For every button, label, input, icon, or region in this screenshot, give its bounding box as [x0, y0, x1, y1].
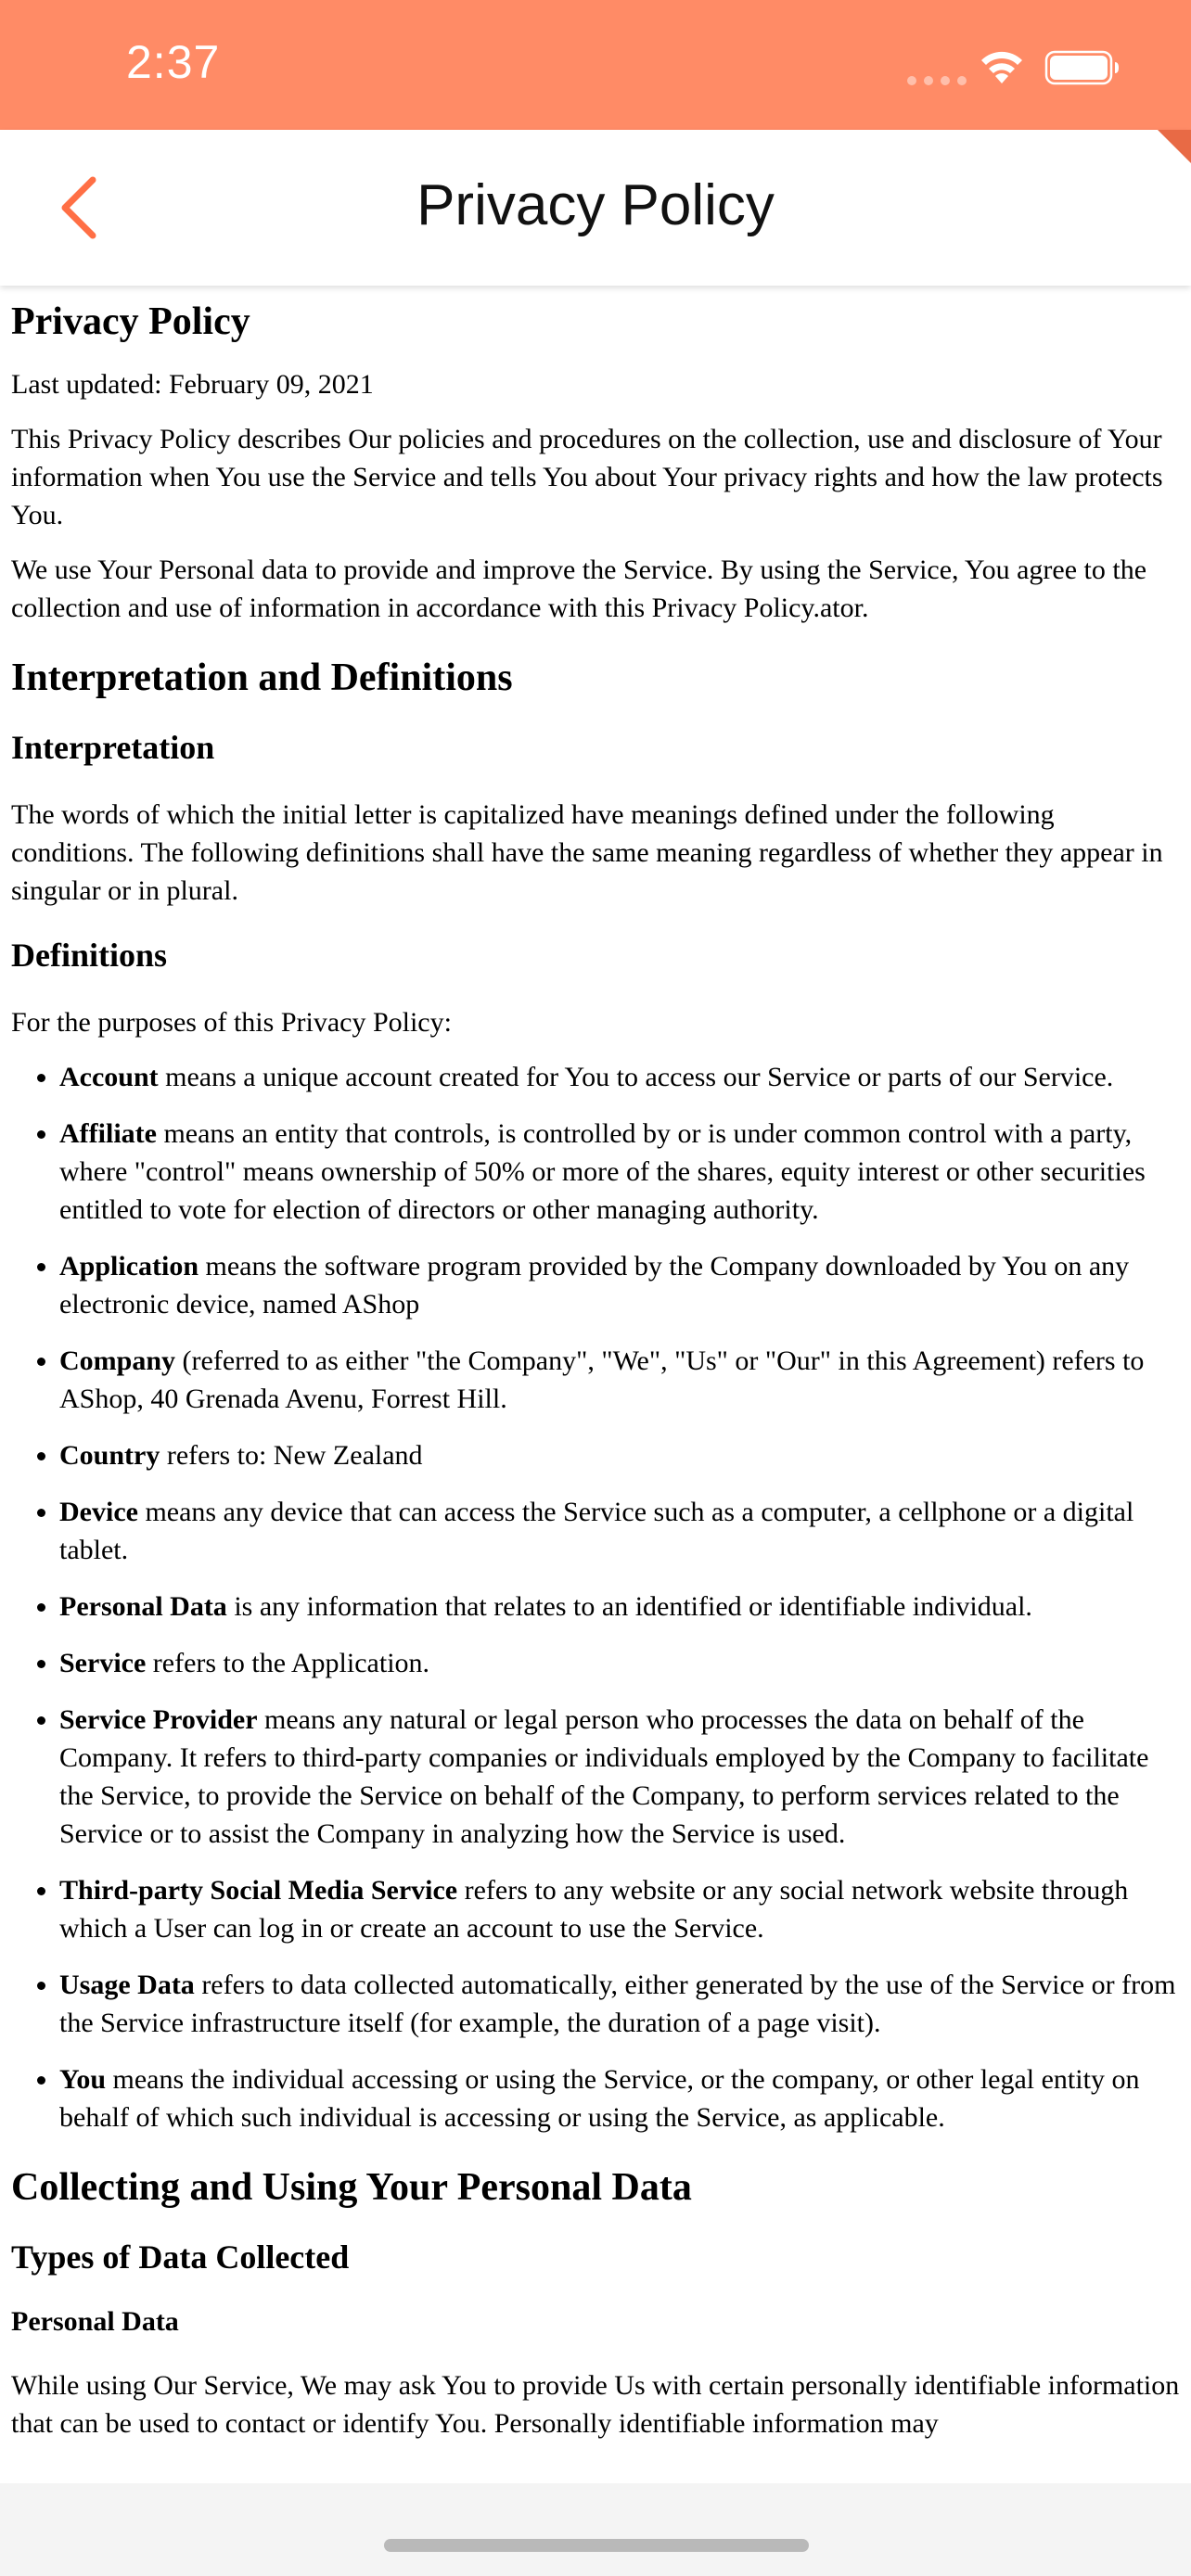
definition-item — [59, 1871, 1180, 1947]
definition-term: Affiliate — [59, 1118, 157, 1150]
wifi-icon — [978, 46, 1026, 85]
definitions-heading: Definitions — [11, 936, 168, 974]
definition-term: Account — [59, 1062, 159, 1093]
navigation-bar — [0, 130, 1191, 286]
home-indicator[interactable] — [384, 2539, 809, 2552]
section-heading-interpretation-definitions: Interpretation and Definitions — [11, 657, 513, 700]
definition-item — [59, 1644, 1180, 1682]
definition-item — [59, 1588, 1180, 1626]
interpretation-heading: Interpretation — [11, 728, 215, 766]
definition-term: Device — [59, 1497, 138, 1528]
definitions-list — [11, 1058, 1180, 2136]
personal-data-text: While using Our Service, We may ask You to provide Us with certain personally identifiable information that can be used to contact or identify You. Personally identifiable information may — [11, 2369, 1180, 2439]
policy-content[interactable] — [0, 286, 1191, 2483]
definition-term: Personal Data — [59, 1591, 227, 1623]
definition-item — [59, 1058, 1180, 1096]
definition-text: refers to the Application. — [146, 1648, 430, 1679]
definition-term: Country — [59, 1440, 160, 1472]
personal-data-heading: Personal Data — [11, 2305, 179, 2337]
definition-term: Third-party Social Media Service — [59, 1875, 458, 1906]
definition-text: means an entity that controls, is controlled by or is under common control with a party, where "control" means ownership of 50% or more of the shares, equity interest or other securities entitled to vote for election of directors or other managing authority. — [59, 1118, 1146, 1226]
page-title: Privacy Policy — [416, 173, 775, 237]
definition-text: refers to: New Zealand — [160, 1440, 423, 1472]
definition-text: means any device that can access the Service such as a computer, a cellphone or a digital tablet. — [59, 1497, 1134, 1566]
definition-text: is any information that relates to an identified or identifiable individual. — [226, 1591, 1032, 1623]
definition-text: (referred to as either "the Company", "We", "Us" or "Our" in this Agreement) refers to AShop, 40 Grenada Avenu, Forrest Hill. — [59, 1345, 1145, 1415]
definition-item — [59, 1701, 1180, 1853]
debug-corner-ribbon — [1158, 130, 1191, 163]
definition-item — [59, 1436, 1180, 1474]
definition-term: Application — [59, 1251, 199, 1282]
definition-term: You — [59, 2064, 107, 2096]
intro-paragraph-1: This Privacy Policy describes Our policies and procedures on the collection, use and disclosure of Your information when You use the Service and tells You about Your privacy rights and how the law protects You. — [11, 424, 1163, 531]
section-heading-collecting-using: Collecting and Using Your Personal Data — [11, 2166, 692, 2210]
definition-item — [59, 1342, 1180, 1418]
policy-title: Privacy Policy — [11, 300, 250, 343]
status-bar — [0, 0, 1191, 130]
intro-paragraph-2: We use Your Personal data to provide and improve the Service. By using the Service, You agree to the collection and use of information in accordance with this Privacy Policy.ator. — [11, 555, 1147, 624]
definition-text: refers to any website or any social network website through which a User can log in or create an account to use the Service. — [59, 1875, 1129, 1945]
battery-icon — [1044, 50, 1121, 85]
last-updated: Last updated: February 09, 2021 — [11, 369, 374, 401]
interpretation-text: The words of which the initial letter is capitalized have meanings defined under the following conditions. The following definitions shall have the same meaning regardless of whether they appear in singular or in plural. — [11, 798, 1163, 906]
definition-term: Company — [59, 1345, 176, 1377]
definition-text: refers to data collected automatically, either generated by the use of the Service or from the Service infrastructure itself (for example, the duration of a page visit). — [59, 1970, 1176, 2039]
definition-item — [59, 1966, 1180, 2042]
definition-text: means any natural or legal person who processes the data on behalf of the Company. It refers to third-party companies or individuals employed by the Company to facilitate the Service, to provide the Service on behalf of the Company, to perform services related to the Service or to assist the Company in analyzing how the Service is used. — [59, 1704, 1149, 1850]
definition-term: Service Provider — [59, 1704, 258, 1736]
definition-text: means a unique account created for You to access our Service or parts of our Service. — [158, 1062, 1114, 1093]
definition-term: Service — [59, 1648, 147, 1679]
status-time: 2:37 — [126, 36, 221, 88]
types-of-data-heading: Types of Data Collected — [11, 2238, 350, 2276]
definition-item — [59, 2060, 1180, 2136]
definition-text: means the individual accessing or using the Service, or the company, or other legal entity on behalf of which such individual is accessing or using the Service, as applicable. — [59, 2064, 1140, 2134]
cellular-signal-icon — [907, 76, 967, 85]
definition-item — [59, 1247, 1180, 1323]
home-indicator-area — [0, 2483, 1191, 2576]
definitions-intro: For the purposes of this Privacy Policy: — [11, 1007, 452, 1039]
definition-term: Usage Data — [59, 1970, 195, 2001]
definition-item — [59, 1115, 1180, 1229]
definition-text: means the software program provided by the Company downloaded by You on any electronic device, named AShop — [59, 1251, 1130, 1320]
definition-item — [59, 1493, 1180, 1569]
